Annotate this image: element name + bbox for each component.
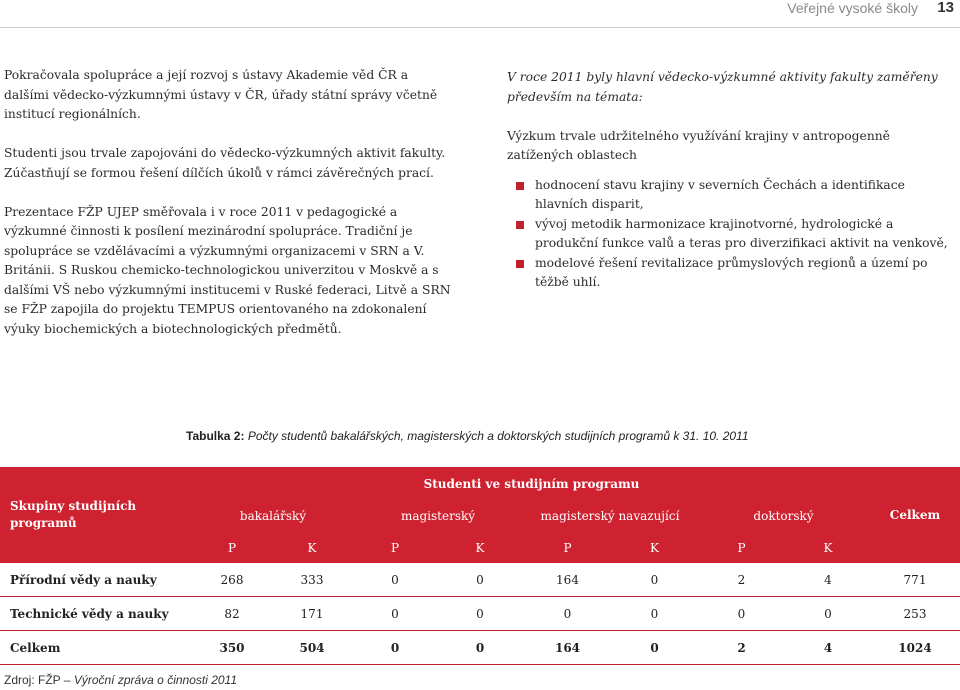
table-cell: 0 (612, 631, 697, 665)
caption-label: Tabulka 2: (186, 429, 245, 443)
table-cell: 164 (523, 631, 612, 665)
table-caption (186, 429, 946, 443)
row-label: Celkem (0, 631, 193, 665)
total-header: Celkem (870, 467, 960, 563)
table-cell: 0 (437, 631, 523, 665)
sub-header: P (697, 532, 786, 563)
sub-header: K (786, 532, 870, 563)
program-header: doktorský (697, 500, 870, 532)
table-cell: 0 (353, 597, 437, 631)
table-cell: 82 (193, 597, 271, 631)
table-cell: 2 (697, 563, 786, 597)
table-cell: 0 (786, 597, 870, 631)
header-title: Veřejné vysoké školy (787, 0, 918, 16)
sub-header: P (523, 532, 612, 563)
program-header: bakalářský (193, 500, 353, 532)
source-note (4, 673, 237, 687)
table-cell: 0 (437, 597, 523, 631)
group-header: Studenti ve studijním programu (193, 467, 870, 500)
students-table (0, 467, 960, 665)
row-label: Přírodní vědy a nauky (0, 563, 193, 597)
table-cell: 4 (786, 631, 870, 665)
sub-header: K (612, 532, 697, 563)
table-cell: 0 (437, 563, 523, 597)
list-item: modelové řešení revitalizace průmyslových regionů a území po těžbě uhlí. (507, 254, 957, 293)
table-cell: 504 (271, 631, 353, 665)
table-row (0, 597, 960, 631)
table-cell: 171 (271, 597, 353, 631)
table-cell: 771 (870, 563, 960, 597)
row-group-header: Skupiny studijních programů (0, 467, 193, 563)
table-cell: 1024 (870, 631, 960, 665)
row-label: Technické vědy a nauky (0, 597, 193, 631)
caption-text: Počty studentů bakalářských, magisterských a doktorských studijních programů k 31. 10. 2011 (247, 429, 749, 443)
table-cell: 2 (697, 631, 786, 665)
table-cell: 0 (697, 597, 786, 631)
table-cell: 253 (870, 597, 960, 631)
program-header: magisterský navazující (523, 500, 697, 532)
topic-paragraph: Výzkum trvale udržitelného využívání krajiny v antropogenně zatížených oblastech (507, 128, 890, 162)
table-cell: 0 (612, 597, 697, 631)
intro-paragraph: V roce 2011 byly hlavní vědecko-výzkumné aktivity fakulty zaměřeny především na témata: (507, 70, 938, 104)
table-cell: 350 (193, 631, 271, 665)
source-label: Zdroj: FŽP – (4, 673, 71, 687)
sub-header: K (437, 532, 523, 563)
table-cell: 333 (271, 563, 353, 597)
sub-header: K (271, 532, 353, 563)
program-header: magisterský (353, 500, 523, 532)
paragraph: Pokračovala spolupráce a její rozvoj s ústavy Akademie věd ČR a dalšími vědecko-výzkumnými ústavy v ČR, úřady státní správy včetně institucí regionálních. (4, 68, 438, 121)
header-rule (0, 27, 960, 28)
table-row-total (0, 631, 960, 665)
source-text: Výroční zpráva o činnosti 2011 (73, 673, 238, 687)
paragraph: Studenti jsou trvale zapojováni do vědecko-výzkumných aktivit fakulty. Zúčastňují se formou řešení dílčích úkolů v rámci závěrečných prací. (4, 146, 446, 180)
sub-header: P (353, 532, 437, 563)
list-item: hodnocení stavu krajiny v severních Čechách a identifikace hlavních disparit, (507, 176, 957, 215)
table-cell: 0 (612, 563, 697, 597)
list-item: vývoj metodik harmonizace krajinotvorné, hydrologické a produkční funkce valů a teras pro diverzifikaci aktivit na venkově, (507, 215, 957, 254)
left-column (4, 66, 452, 359)
topic-bullet-list (507, 176, 957, 293)
sub-header: P (193, 532, 271, 563)
table-cell: 4 (786, 563, 870, 597)
right-column (507, 68, 957, 293)
table-cell: 268 (193, 563, 271, 597)
table-cell: 164 (523, 563, 612, 597)
table-cell: 0 (353, 563, 437, 597)
table-cell: 0 (523, 597, 612, 631)
table-row (0, 563, 960, 597)
table-cell: 0 (353, 631, 437, 665)
page-number: 13 (937, 0, 954, 16)
paragraph: Prezentace FŽP UJEP směřovala i v roce 2011 v pedagogické a výzkumné činnosti k posílení mezinárodní spolupráce. Tradiční je spolupráce se vzdělávacími a výzkumnými organizacemi v SRN a V. Británii. S Ruskou chemicko-technologickou univerzitou v Moskvě a s dalšími VŠ nebo výzkumnými institucemi v Ruské federaci, Litvě a SRN se FŽP zapojila do projektu TEMPUS orientovaného na zdokonalení výuky biochemických a biotechnologických předmětů. (4, 204, 451, 336)
